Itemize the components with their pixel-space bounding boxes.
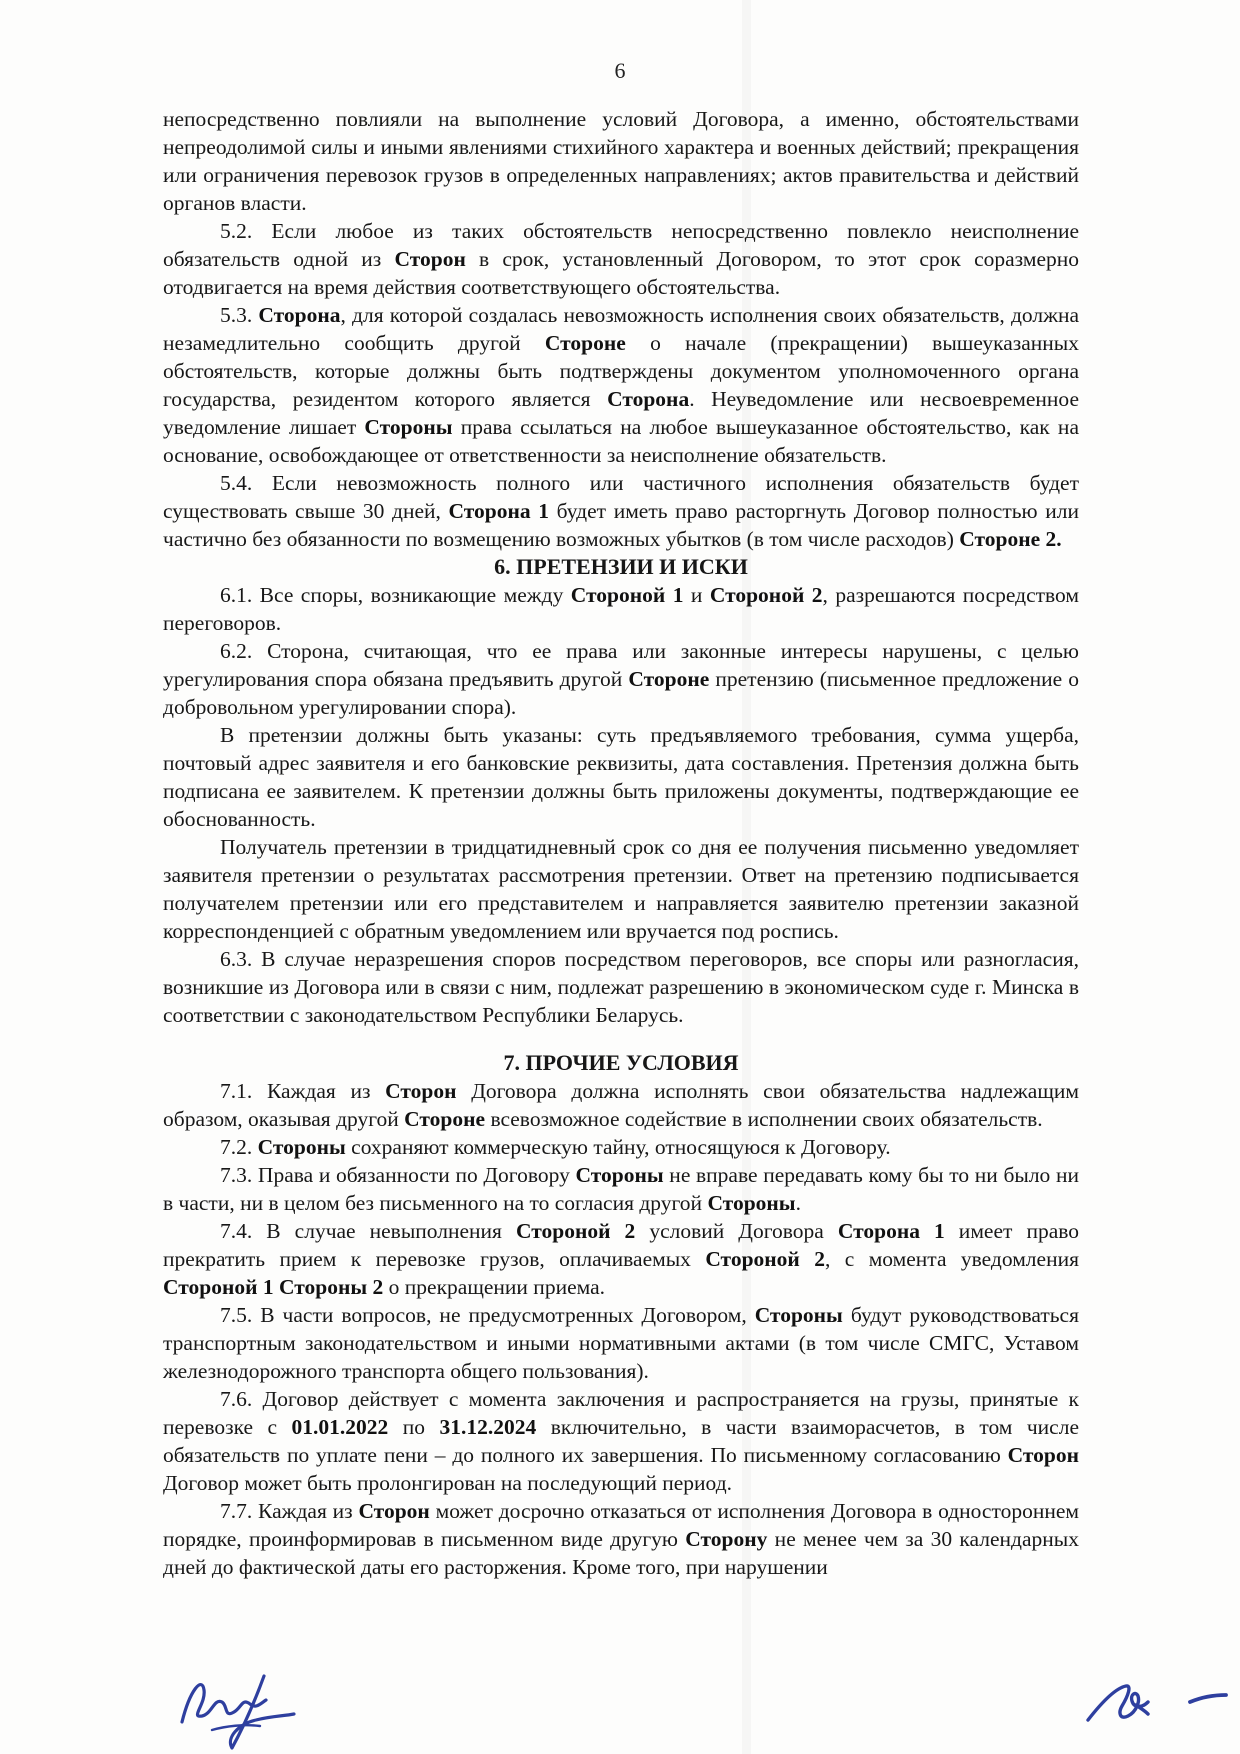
text-run: всевозможное содействие в исполнении своих обязательств.	[485, 1107, 1043, 1131]
text-run: в срок, установленный Договором, то этот срок соразмерно отодвигается на время действия соответствующего обстоятельства.	[163, 247, 1079, 299]
document-body	[163, 105, 1079, 1581]
text-run: Получатель претензии в тридцатидневный срок со дня ее получения письменно уведомляет заявителя претензии о результатах рассмотрения претензии. Ответ на претензию подписывается получателем претензии или его представителем и направляется заявителю претензии заказной корреспонденцией с обратным уведомлением или вручается под роспись.	[163, 835, 1079, 943]
text-run: условий Договора	[635, 1219, 838, 1243]
bold-term: 31.12.2024	[439, 1415, 537, 1439]
bold-term: Стороной 2	[709, 583, 823, 607]
bold-term: Стороны	[257, 1135, 346, 1159]
bold-term: Стороны	[754, 1303, 843, 1327]
text-run: В претензии должны быть указаны: суть предъявляемого требования, сумма ущерба, почтовый адрес заявителя и его банковские реквизиты, дата составления. Претензия должна быть подписана ее заявителем. К претензии должны быть приложены документы, подтверждающие ее обоснованность.	[163, 723, 1079, 831]
text-run: о прекращении приема.	[383, 1275, 605, 1299]
paragraph	[163, 1385, 1079, 1497]
text-run: 7.1. Каждая из	[220, 1079, 386, 1103]
paragraph	[163, 469, 1079, 553]
text-run: включительно, в части взаиморасчетов, в том числе обязательств по уплате пени – до полного их завершения. По письменному согласованию	[163, 1415, 1079, 1467]
text-run: Договор может быть пролонгирован на последующий период.	[163, 1471, 733, 1495]
bold-term: 01.01.2022	[291, 1415, 389, 1439]
text-run: , разрешаются посредством переговоров.	[163, 583, 1079, 635]
paragraph	[163, 1161, 1079, 1217]
bold-term: Стороне 2.	[959, 527, 1062, 551]
bold-term: Сторона	[258, 303, 341, 327]
text-run: , с момента уведомления	[824, 1247, 1079, 1271]
text-run: 5.3.	[220, 303, 259, 327]
text-run: 6.2. Сторона, считающая, что ее права или законные интересы нарушены, с целью урегулирования спора обязана предъявить другой	[163, 639, 1079, 691]
text-run: 6.1. Все споры, возникающие между	[220, 583, 571, 607]
paragraph	[163, 217, 1079, 301]
bold-term: Стороной 1	[570, 583, 684, 607]
paragraph	[163, 1077, 1079, 1133]
text-run: Договора должна исполнять свои обязательства надлежащим образом, оказывая другой	[163, 1079, 1079, 1131]
bold-term: Сторон	[385, 1079, 457, 1103]
bold-term: Сторона	[607, 387, 690, 411]
paragraph	[163, 581, 1079, 637]
paragraph	[163, 301, 1079, 469]
bold-term: Сторона 1	[837, 1219, 945, 1243]
signature-right-icon	[1078, 1680, 1234, 1726]
bold-term: Стороны	[575, 1163, 664, 1187]
signature-left-icon	[168, 1664, 338, 1754]
section-heading: 7. ПРОЧИЕ УСЛОВИЯ	[503, 1050, 739, 1075]
text-run: 7.2.	[220, 1135, 258, 1159]
text-run: 7.4. В случае невыполнения	[220, 1219, 516, 1243]
text-run: претензию (письменное предложение о добровольном урегулировании спора).	[163, 667, 1079, 719]
text-run: 7.7. Каждая из	[220, 1499, 359, 1523]
text-run: 5.2. Если любое из таких обстоятельств непосредственно повлекло неисполнение обязательств одной из	[163, 219, 1079, 271]
bold-term: Стороны	[364, 415, 453, 439]
bold-term: Сторон	[1007, 1443, 1079, 1467]
text-run: 7.3. Права и обязанности по Договору	[220, 1163, 576, 1187]
bold-term: Сторон	[358, 1499, 430, 1523]
bold-term: Сторона 1	[448, 499, 550, 523]
paragraph	[163, 105, 1079, 217]
text-run: 7.6. Договор действует с момента заключения и распространяется на грузы, принятые к перевозке с	[163, 1387, 1079, 1439]
text-run: не вправе передавать кому бы то ни было ни в части, ни в целом без письменного на то согласия другой	[163, 1163, 1079, 1215]
text-run: будут руководствоваться транспортным законодательством и иными нормативными актами (в том числе СМГС, Уставом железнодорожного транспорта общего пользования).	[163, 1303, 1079, 1383]
bold-term: Стороной 1 Стороны 2	[163, 1275, 384, 1299]
paragraph	[163, 721, 1079, 833]
paragraph	[163, 637, 1079, 721]
text-run: 6.3. В случае неразрешения споров посредством переговоров, все споры или разногласия, возникшие из Договора или в связи с ним, подлежат разрешению в экономическом суде г. Минска в соответствии с законодательством Республики Беларусь.	[163, 947, 1079, 1027]
bold-term: Стороной 2	[705, 1247, 825, 1271]
bold-term: Сторону	[685, 1527, 768, 1551]
text-run: по	[388, 1415, 440, 1439]
section-heading: 6. ПРЕТЕНЗИИ И ИСКИ	[494, 554, 748, 579]
text-run: имеет право прекратить прием к перевозке грузов, оплачиваемых	[163, 1219, 1079, 1271]
text-run: может досрочно отказаться от исполнения Договора в одностороннем порядке, проинформировав в письменном виде другую	[163, 1499, 1079, 1551]
text-run: непосредственно повлияли на выполнение условий Договора, а именно, обстоятельствами непреодолимой силы и иными явлениями стихийного характера и военных действий; прекращения или ограничения перевозок грузов в определенных направлениях; актов правительства и действий органов власти.	[163, 107, 1079, 215]
paragraph	[163, 945, 1079, 1029]
text-run: не менее чем за 30 календарных дней до фактической даты его расторжения. Кроме того, при нарушении	[163, 1527, 1079, 1579]
page-number: 6	[614, 58, 626, 83]
text-run: сохраняют коммерческую тайну, относящуюся к Договору.	[345, 1135, 891, 1159]
bold-term: Стороны	[707, 1191, 796, 1215]
bold-term: Стороной 2	[515, 1219, 636, 1243]
text-run: , для которой создалась невозможность исполнения своих обязательств, должна незамедлительно сообщить другой	[163, 303, 1079, 355]
paragraph	[163, 1133, 1079, 1161]
bold-term: Сторон	[394, 247, 466, 271]
text-run: права ссылаться на любое вышеуказанное обстоятельство, как на основание, освобождающее от ответственности за неисполнение обязательств.	[163, 415, 1079, 467]
bold-term: Стороне	[628, 667, 710, 691]
paragraph	[163, 833, 1079, 945]
paragraph	[163, 1497, 1079, 1581]
text-run: о начале (прекращении) вышеуказанных обстоятельств, которые должны быть подтверждены документом уполномоченного органа государства, резидентом которого является	[163, 331, 1079, 411]
text-run: 5.4. Если невозможность полного или частичного исполнения обязательств будет существовать свыше 30 дней,	[163, 471, 1079, 523]
text-run: будет иметь право расторгнуть Договор полностью или частично без обязанности по возмещению возможных убытков (в том числе расходов)	[163, 499, 1079, 551]
text-run: .	[795, 1191, 801, 1215]
text-run: и	[683, 583, 710, 607]
paragraph	[163, 1217, 1079, 1301]
bold-term: Стороне	[544, 331, 626, 355]
paragraph	[163, 1301, 1079, 1385]
bold-term: Стороне	[404, 1107, 486, 1131]
text-run: 7.5. В части вопросов, не предусмотренных Договором,	[220, 1303, 755, 1327]
text-run: . Неуведомление или несвоевременное уведомление лишает	[163, 387, 1079, 439]
